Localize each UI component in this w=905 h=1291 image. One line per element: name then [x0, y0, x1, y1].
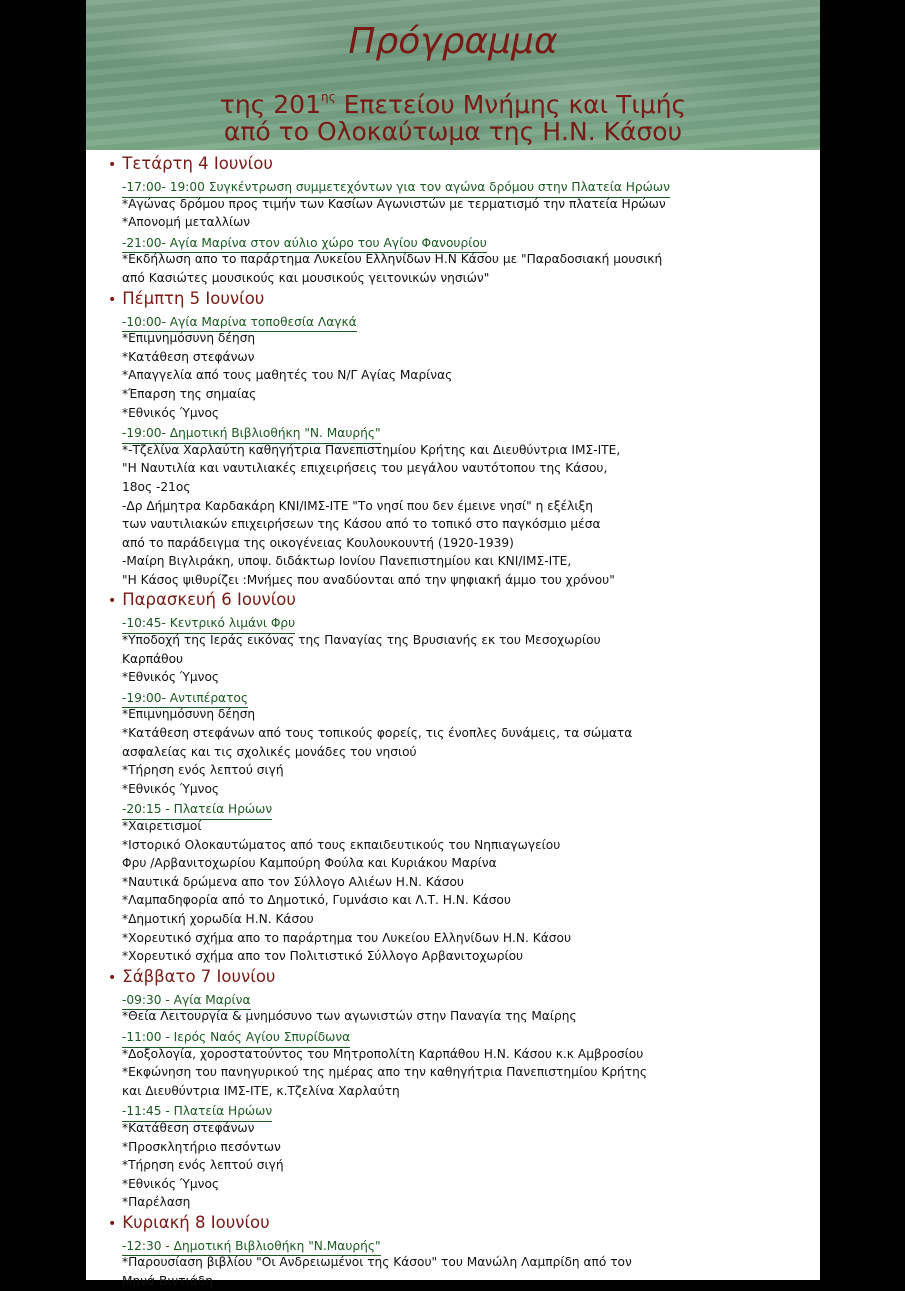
event-time-location: -11:45 - Πλατεία Ηρώων [122, 1102, 272, 1122]
event-item: *Δοξολογία, χοροστατούντος του Μητροπολίτη Καρπάθου Η.Ν. Κάσου κ.κ Αμβροσίου [122, 1046, 644, 1061]
event-row [111, 1026, 811, 1045]
event-row [111, 989, 811, 1008]
event-row [111, 422, 811, 441]
day-title: Κυριακή 8 Ιουνίου [122, 1212, 270, 1232]
day-heading [108, 966, 811, 989]
event-time-location: -21:00- Αγία Μαρίνα στον αύλιο χώρο του Αγίου Φανουρίου [122, 234, 487, 254]
day-title: Τετάρτη 4 Ιουνίου [122, 154, 273, 173]
day-heading [108, 589, 811, 612]
event-item: *Εκδήλωση απο το παράρτημα Λυκείου Ελληνίδων Η.Ν Κάσου με "Παραδοσιακή μουσική [122, 252, 663, 267]
event-item: *Παρουσίαση βιβλίου "Οι Ανδρειωμένοι της Κάσου" του Μανώλη Λαμπρίδη από τον [122, 1255, 632, 1270]
event-item: 18ος -21ος [122, 479, 191, 494]
schedule [108, 153, 811, 1291]
bullet-icon: • [108, 969, 117, 986]
event-item: *Ιστορικό Ολοκαυτώματος από τους εκπαιδευτικούς του Νηπιαγωγείου [122, 837, 561, 852]
subtitle-part: της 201 [219, 90, 321, 119]
event-row [111, 1100, 811, 1119]
event-item: *Προσκλητήριο πεσόντων [122, 1139, 281, 1154]
event-item: *Κατάθεση στεφάνων [122, 349, 255, 364]
event-time-location: -10:00- Αγία Μαρίνα τοποθεσία Λαγκά [122, 313, 357, 333]
poster-title: Πρόγραμμα [348, 21, 558, 62]
event-row [111, 1235, 811, 1254]
event-item: *-Τζελίνα Χαρλαύτη καθηγήτρια Πανεπιστημίου Κρήτης και Διευθύντρια ΙΜΣ-ΙΤΕ, [122, 442, 621, 457]
event-item: *Υποδοχή της Ιεράς εικόνας της Παναγίας της Βρυσιανής εκ του Μεσοχωρίου [122, 633, 601, 648]
event-row [111, 176, 811, 195]
day-title: Πέμπτη 5 Ιουνίου [122, 288, 265, 308]
event-row [111, 232, 811, 251]
event-item: -Μαίρη Βιγλιράκη, υποψ. διδάκτωρ Ιονίου Πανεπιστημίου και ΚΝΙ/ΙΜΣ-ΙΤΕ, [122, 554, 572, 569]
event-time-location: -19:00- Δημοτική Βιβλιοθήκη "Ν. Μαυρής" [122, 424, 381, 444]
event-item: -Δρ Δήμητρα Καρδακάρη ΚΝΙ/ΙΜΣ-ΙΤΕ "Το νησί που δεν έμεινε νησί" η εξέλιξη [122, 498, 593, 513]
event-item: από Κασιώτες μουσικούς και μουσικούς γειτονικών νησιών" [122, 270, 490, 285]
event-item: *Τήρηση ενός λεπτού σιγή [122, 763, 284, 778]
event-item: *Χαιρετισμοί [122, 819, 202, 833]
event-item: Μηνά Βιντιάδη [122, 1274, 213, 1289]
event-item: των ναυτιλιακών επιχειρήσεων της Κάσου από το τοπικό στο παγκόσμιο μέσα [122, 517, 601, 532]
event-item: *Λαμπαδηφορία από το Δημοτικό, Γυμνάσιο και Λ.Τ. Η.Ν. Κάσου [122, 893, 511, 908]
day-title: Παρασκευή 6 Ιουνίου [122, 590, 296, 610]
event-item: *Ναυτικά δρώμενα απο τον Σύλλογο Αλιέων Η.Ν. Κάσου [122, 874, 464, 889]
event-item: *Κατάθεση στεφάνων [122, 1120, 255, 1135]
event-item: *Απονομή μεταλλίων [122, 215, 251, 230]
event-item: *Εθνικός Ύμνος [122, 670, 220, 685]
event-item: *Θεία Λειτουργία & μνημόσυνο των αγωνιστών στην Παναγία της Μαίρης [122, 1009, 577, 1024]
event-item: *Επιμνημόσυνη δέηση [122, 331, 256, 346]
day-heading [108, 288, 811, 311]
event-row [111, 798, 811, 817]
event-row [111, 311, 811, 330]
event-item: *Δημοτική χορωδία Η.Ν. Κάσου [122, 911, 314, 926]
event-item: *Εθνικός Ύμνος [122, 1176, 220, 1191]
bullet-icon: • [108, 157, 117, 173]
day-heading [108, 153, 811, 176]
bullet-icon: • [108, 593, 117, 610]
event-item: Φρυ /Αρβανιτοχωρίου Καμπούρη Φούλα και Κυριάκου Μαρίνα [122, 856, 497, 871]
event-item: "Η Ναυτιλία και ναυτιλιακές επιχειρήσεις του μεγάλου ναυτότοπου της Κάσου, [122, 461, 608, 476]
event-item: *Εθνικός Ύμνος [122, 405, 220, 420]
event-item: ασφαλείας και τις σχολικές μονάδες του νησιού [122, 744, 417, 759]
bullet-icon: • [108, 291, 117, 308]
event-item: *Έπαρση της σημαίας [122, 386, 257, 401]
ordinal-suffix: ης [321, 90, 336, 104]
poster-page [86, 0, 820, 1289]
event-row [111, 612, 811, 631]
event-time-location: -09:30 - Αγία Μαρίνα [122, 991, 251, 1011]
event-item: "Η Κάσος ψιθυρίζει :Μνήμες που αναδύονται από την ψηφιακή άμμο του χρόνου" [122, 572, 615, 587]
header-banner [86, 0, 820, 150]
event-item: από το παράδειγμα της οικογένειας Κουλουκουντή (1920-1939) [122, 535, 514, 550]
event-time-location: -17:00- 19:00 Συγκέντρωση συμμετεχόντων για τον αγώνα δρόμου στην Πλατεία Ηρώων [122, 178, 670, 198]
subtitle-part: Επετείου Μνήμης και Τιμής [335, 90, 687, 119]
event-time-location: -11:00 - Ιερός Ναός Αγίου Σπυρίδωνα [122, 1028, 350, 1048]
day-title: Σάββατο 7 Ιουνίου [122, 966, 276, 986]
event-item: Καρπάθου [122, 651, 184, 666]
event-item: και Διευθύντρια ΙΜΣ-ΙΤΕ, κ.Τζελίνα Χαρλαύτη [122, 1083, 400, 1098]
event-item: *Χορευτικό σχήμα απο τον Πολιτιστικό Σύλλογο Αρβανιτοχωρίου [122, 949, 524, 964]
event-item: *Παρέλαση [122, 1195, 191, 1210]
poster-subtitle-line-2: από το Ολοκαύτωμα της Η.Ν. Κάσου [223, 117, 683, 146]
event-time-location: -19:00- Αντιπέρατος [122, 689, 248, 709]
event-row [111, 687, 811, 706]
event-item: *Κατάθεση στεφάνων από τους τοπικούς φορείς, τις ένοπλες δυνάμεις, τα σώματα [122, 726, 633, 741]
event-item: *Εκφώνηση του πανηγυρικού της ημέρας απο την καθηγήτρια Πανεπιστημίου Κρήτης [122, 1065, 647, 1080]
day-heading [108, 1212, 811, 1235]
event-time-location: -10:45- Κεντρικό λιμάνι Φρυ [122, 614, 295, 634]
event-item: *Επιμνημόσυνη δέηση [122, 707, 256, 722]
poster-subtitle-line-1 [86, 82, 820, 120]
event-time-location: -20:15 - Πλατεία Ηρώων [122, 800, 272, 820]
event-item: *Αγώνας δρόμου προς τιμήν των Κασίων Αγωνιστών με τερματισμό την πλατεία Ηρώων [122, 196, 666, 211]
event-time-location: -12:30 - Δημοτική Βιβλιοθήκη "Ν.Μαυρής" [122, 1237, 381, 1257]
event-item: *Απαγγελία από τους μαθητές του Ν/Γ Αγίας Μαρίνας [122, 368, 453, 383]
event-item: *Τήρηση ενός λεπτού σιγή [122, 1158, 284, 1173]
event-item: *Εθνικός Ύμνος [122, 781, 220, 796]
event-item: *Χορευτικό σχήμα απο το παράρτημα του Λυκείου Ελληνίδων Η.Ν. Κάσου [122, 930, 572, 945]
bullet-icon: • [108, 1215, 117, 1232]
